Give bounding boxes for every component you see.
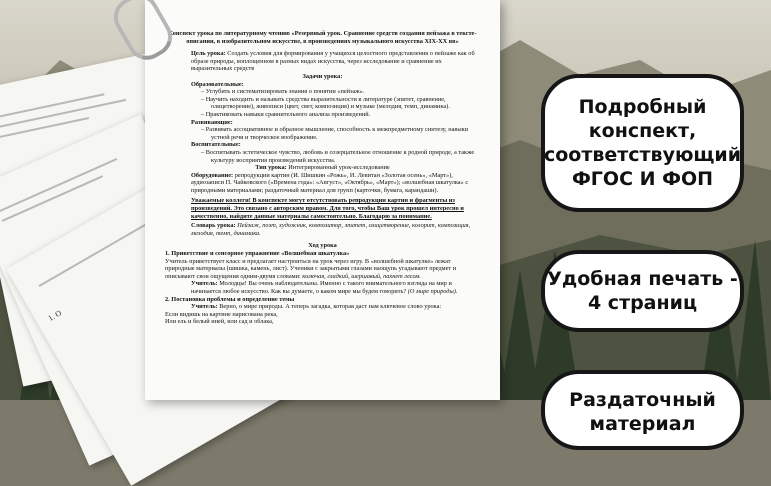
lesson-plan-document (145, 0, 500, 400)
course-title: Ход урока (308, 242, 337, 250)
teacher-line-1: Учитель: Молодцы! Вы очень наблюдательны. Именно с такого внимательного взгляда на мир и начинается любое искусство. Как вы думаете, о каком мире мы будем говорить? (О мире природы). (191, 280, 458, 295)
edu-item: – Практиковать навыки сравнительного анализа произведений. (201, 110, 371, 118)
tasks-label: Задачи урока: (302, 72, 343, 80)
feature-badge-detailed-plan (541, 74, 744, 212)
goal-text: Создать условия для формирования у учащихся целостного представления о пейзаже как об образе природы, воплощенном в разных видах искусства, через исследование и сравнение их выразительных средств (191, 50, 475, 73)
riddle-line: Или ель и белый иней, или сад и облака, (165, 318, 274, 326)
vos-label: Воспитательные: (191, 141, 241, 149)
lesson-type: Тип урока: Интегрированный урок-исследование (255, 164, 390, 172)
back-page-text: 1. О (46, 308, 64, 324)
document-title: Конспект урока по литературному чтению «Резервный урок. Сравнение средств создания пейзажа в тексте-описании, в изобразительном искусстве, в произведениях музыкального искусства XIX-XX вв» (168, 30, 477, 45)
vocabulary-paragraph: Словарь урока: Пейзаж, поэт, художник, композитор, эпитет, олицетворение, колорит, композиция, мелодия, темп, динамика. (191, 222, 471, 237)
feature-badge-handouts (541, 370, 744, 450)
edu-item: – Углубить и систематизировать знания о понятии «пейзаж». (201, 88, 365, 96)
feature-badge-text: Подробный конспект, соответствующий ФГОС И ФОП (543, 96, 742, 190)
edu-item: – Научить находить и называть средства выразительности в литературе (эпитет, сравнение, олицетворение), живописи (цвет, свет, композиция) и музыке (мелодия, темп, динамика). (201, 95, 450, 111)
vos-item: – Воспитывать эстетическое чувство, любовь и созерцательное отношение к родной природе, а также культуру восприятия произведений искусства. (201, 148, 475, 164)
feature-badge-print (541, 250, 744, 332)
copyright-warning: Уважаемые коллеги! В конспекте могут отсутствовать репродукции картин и фрагменты из произведений. Это связано с авторским правом. Для того, чтобы Ваш урок прошел интересно и качественно, найдите данные материалы самостоятельно. Благодарю за понимание. (191, 197, 464, 220)
section-1-text: Учитель приветствует класс и предлагает настроиться на урок через игру. В «волшебной шкатулке» лежат природные материалы (шишка, камень, лист). Ученики с закрытыми глазами наощупь угадывают предмет и описывают свои ощущения одним-двумя словами: колючая, гладкий, шершавый, пахнет лесом. (165, 257, 457, 280)
edu-label: Образовательные: (191, 80, 244, 88)
section-2-title: 2. Постановка проблемы и определение темы (165, 295, 295, 303)
section-1-title: 1. Приветствие и сенсорное упражнение «Волшебная шкатулка» (165, 250, 350, 258)
goal-paragraph (165, 50, 480, 73)
equipment-paragraph: Оборудование: репродукции картин (И. Шишкин «Рожь», И. Левитан «Золотая осень», «Март»), аудиозаписи П. Чайковского («Времена года»: «Август», «Октябрь», «Март»); «волшебная шкатулка» с природными материалами; раздаточный материал для групп (карточки, бумага, карандаши). (191, 171, 469, 194)
teacher-line-2: Учитель: Верно, о мире природы. А теперь загадка, которая даст нам ключевое слово урока: (191, 303, 442, 311)
feature-badge-text: Раздаточный материал (569, 389, 716, 435)
goal-label: Цель урока: (191, 50, 226, 58)
riddle-line: Если видишь на картине нарисована река, (165, 310, 278, 318)
dev-item: – Развивать ассоциативное и образное мышление, способность к межпредметному синтезу, навыки устной речи и творческое воображение. (201, 126, 469, 141)
feature-badge-text: Удобная печать - 4 страниц (547, 268, 738, 314)
dev-label: Развивающие: (191, 118, 233, 126)
